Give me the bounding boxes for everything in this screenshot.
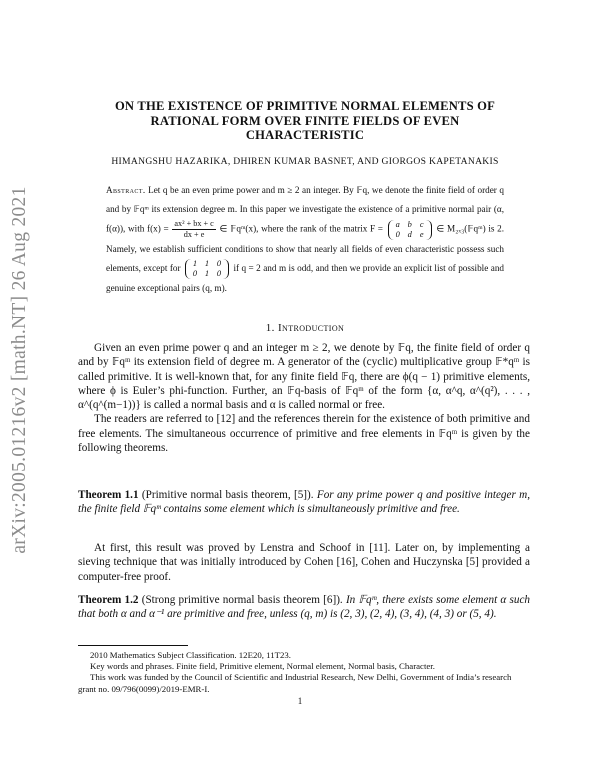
title-line-2: RATIONAL FORM OVER FINITE FIELDS OF EVEN <box>150 113 460 128</box>
arxiv-id: arXiv:2005.01216v2 [math.NT] 26 Aug 2021 <box>9 186 30 554</box>
matrix-cell: a <box>395 219 400 229</box>
title-line-3: CHARACTERISTIC <box>245 128 365 142</box>
matrix-cell: 0 <box>192 269 198 278</box>
matrix-cell: d <box>407 229 412 239</box>
fraction-denominator: dx + e <box>183 230 205 239</box>
matrix-cell: 0 <box>216 269 222 278</box>
theorem-label: Theorem 1.1 <box>78 489 139 501</box>
fraction-numerator: ax² + bx + c <box>174 219 214 228</box>
footnote-msc: 2010 Mathematics Subject Classification. 12E20, 11T23. <box>90 650 291 660</box>
abstract-text-3: ∈ M₂ₓ₃(𝔽qᵐ) is 2. Namely, we establish sufficient conditions to show that nearly all fields of even characteristic possess such elements, except for <box>106 223 505 274</box>
abstract-text-4: if q = 2 and m is odd, and then we provide an explicit list of possible and genuine exceptional pairs (q, m). <box>106 263 505 293</box>
footnote-keywords: Key words and phrases. Finite field, Primitive element, Normal element, Normal basis, Character. <box>90 661 435 672</box>
matrix-cell: e <box>419 229 424 239</box>
matrix-row <box>189 259 225 269</box>
matrix-cell: 0 <box>216 259 222 268</box>
title-line-1: ON THE EXISTENCE OF PRIMITIVE NORMAL ELEMENTS OF <box>114 99 496 113</box>
matrix-row <box>392 220 428 230</box>
intro-paragraph-3: At first, this result was proved by Lenstra and Schoof in [11]. Later on, by implementing a sieving technique that was initially introduced by Cohen [16], Cohen and Huczynska [5] provided a computer-free proof. <box>78 542 530 583</box>
abstract-label: Abstract. <box>106 185 146 195</box>
section-heading: 1. Introduction <box>265 322 345 334</box>
footnote-divider <box>78 645 188 646</box>
intro-paragraph-1: Given an even prime power q and an integer m ≥ 2, we denote by 𝔽q, the finite field of order q and by 𝔽qᵐ its extension field of degree m. A generator of the (cyclic) multiplicative group 𝔽*qᵐ is called primitive. It is well-known that, for any finite field 𝔽q, there are ϕ(q − 1) primitive elements, where ϕ is Euler’s phi-function. Further, an 𝔽q-basis of 𝔽qᵐ of the form {α, α^q, α^(q²), . . . , α^(q^(m−1))} is called a normal basis and α is called normal or free. <box>78 342 530 412</box>
matrix-row <box>392 230 428 240</box>
matrix-F <box>388 220 432 240</box>
intro-paragraph-2: The readers are referred to [12] and the references therein for the existence of both primitive and free elements. The simultaneous occurrence of primitive and free elements in 𝔽qᵐ is given by the following theorems. <box>78 413 530 455</box>
arxiv-sidebar-stamp <box>2 175 38 565</box>
theorem-1-2 <box>78 593 530 622</box>
paper-title <box>95 99 515 143</box>
matrix-row <box>189 269 225 279</box>
matrix-exception <box>185 259 229 279</box>
footnote-funding: This work was funded by the Council of Scientific and Industrial Research, New Delhi, Government of India’s research grant no. 09/796(0099)/2019-EMR-I. <box>78 672 512 694</box>
matrix-cell: 1 <box>204 259 210 268</box>
matrix-cell: c <box>419 219 424 229</box>
author-list: HIMANGSHU HAZARIKA, DHIREN KUMAR BASNET, AND GIORGOS KAPETANAKIS <box>111 156 499 167</box>
matrix-cell: 1 <box>192 259 198 268</box>
rational-function-fraction <box>172 219 215 240</box>
matrix-cell: 0 <box>395 229 400 239</box>
theorem-statement: In 𝔽qᵐ, there exists some element α such that both α and α⁻¹ are primitive and free, unless (q, m) is (2, 3), (2, 4), (3, 4), (4, 3) or (5, 4). <box>78 594 531 621</box>
matrix-cell: b <box>407 219 412 229</box>
theorem-label: Theorem 1.2 <box>78 594 139 606</box>
theorem-reference: (Strong primitive normal basis theorem [6]). <box>141 594 343 606</box>
body-paragraphs <box>78 341 530 455</box>
footnotes <box>78 650 530 695</box>
abstract-text-2: ∈ 𝔽qᵐ(x), where the rank of the matrix F = <box>219 223 383 234</box>
page-number: 1 <box>297 696 303 706</box>
theorem-reference: (Primitive normal basis theorem, [5]). <box>141 489 314 501</box>
matrix-cell: 1 <box>204 269 210 278</box>
theorem-statement: For any prime power q and positive integer m, the finite field 𝔽qᵐ contains some element which is simultaneously primitive and free. <box>78 489 531 516</box>
abstract-text-1: Let q be an even prime power and m ≥ 2 an integer. By 𝔽q, we denote the finite field of order q and by 𝔽qᵐ its extension degree m. In this paper we investigate the existence of a primitive normal pair (α, f(α)), with f(x) = <box>106 185 505 234</box>
theorem-1-1 <box>78 488 530 517</box>
abstract <box>106 181 504 298</box>
